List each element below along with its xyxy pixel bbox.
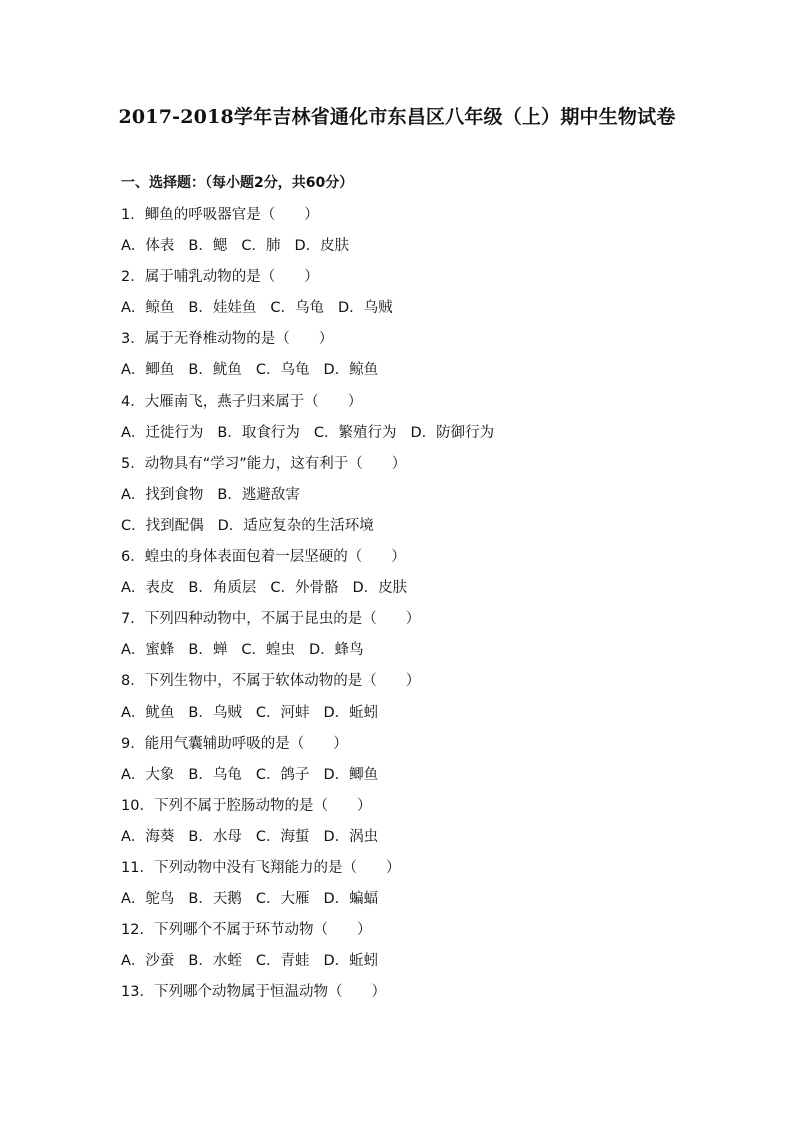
answer-option: D．蚯蚓	[323, 704, 379, 721]
option-row	[121, 825, 721, 856]
answer-option: C．外骨骼	[270, 580, 339, 597]
answer-option: A．海葵	[121, 828, 175, 845]
answer-option: D．蜂鸟	[309, 642, 364, 659]
answer-option: D．蝙蝠	[323, 891, 379, 908]
question-text: 13．下列哪个动物属于恒温动物（ ）	[121, 984, 386, 1001]
option-row	[121, 887, 721, 918]
answer-option: C．乌龟	[255, 362, 310, 379]
option-row	[121, 234, 721, 265]
answer-option: D．皮肤	[294, 238, 350, 255]
answer-option: C．找到配偶	[121, 517, 204, 534]
answer-option: B．娃娃鱼	[188, 300, 257, 317]
answer-option: C．蝗虫	[241, 642, 295, 659]
answer-option: C．青蛙	[255, 953, 310, 970]
option-row	[121, 701, 721, 732]
answer-option: B．鳃	[188, 238, 228, 255]
answer-option: A．鱿鱼	[121, 704, 175, 721]
question-text: 4．大雁南飞，燕子归来属于（ ）	[121, 393, 363, 410]
answer-option: A．迁徙行为	[121, 424, 204, 441]
answer-option: C．大雁	[255, 891, 310, 908]
answer-option: D．鲫鱼	[323, 766, 379, 783]
answer-option: D．乌贼	[338, 300, 393, 317]
answer-option: D．皮肤	[352, 580, 408, 597]
question-list	[121, 203, 721, 1011]
option-row	[121, 483, 721, 514]
answer-option: C．肺	[241, 238, 281, 255]
question-text: 12．下列哪个不属于环节动物（ ）	[121, 922, 372, 939]
question-text: 8．下列生物中，不属于软体动物的是（ ）	[121, 673, 421, 690]
option-row	[121, 949, 721, 980]
question-text: 9．能用气囊辅助呼吸的是（ ）	[121, 735, 348, 752]
answer-option: A．找到食物	[121, 486, 204, 503]
answer-option: C．乌龟	[270, 300, 324, 317]
answer-option: A．体表	[121, 238, 175, 255]
option-row	[121, 514, 721, 545]
option-row	[121, 638, 721, 669]
question-text: 7．下列四种动物中，不属于昆虫的是（ ）	[121, 611, 421, 628]
option-row	[121, 296, 721, 327]
answer-option: A．沙蚕	[121, 953, 175, 970]
answer-option: A．蜜蜂	[121, 642, 175, 659]
question-text: 3．属于无脊椎动物的是（ ）	[121, 331, 334, 348]
answer-option: D．涡虫	[323, 828, 379, 845]
option-row	[121, 576, 721, 607]
answer-option: B．水母	[188, 828, 242, 845]
answer-option: B．乌贼	[188, 704, 242, 721]
question-text: 5．动物具有“学习”能力，这有利于（ ）	[121, 455, 407, 472]
answer-option: B．角质层	[188, 580, 257, 597]
answer-option: B．水蛭	[188, 953, 242, 970]
answer-option: B．逃避敌害	[217, 486, 300, 503]
answer-option: D．适应复杂的生活环境	[217, 517, 374, 534]
option-row	[121, 358, 721, 389]
question-text: 2．属于哺乳动物的是（ ）	[121, 269, 319, 286]
answer-option: D．蚯蚓	[323, 953, 379, 970]
answer-option: B．天鹅	[188, 891, 242, 908]
answer-option: D．鲸鱼	[323, 362, 379, 379]
answer-option: A．表皮	[121, 580, 175, 597]
answer-option: C．繁殖行为	[313, 424, 397, 441]
option-row	[121, 421, 721, 452]
answer-option: B．乌龟	[188, 766, 242, 783]
answer-option: C．河蚌	[255, 704, 310, 721]
answer-option: B．鱿鱼	[188, 362, 242, 379]
question-text: 6．蝗虫的身体表面包着一层坚硬的（ ）	[121, 549, 406, 566]
answer-option: A．鸵鸟	[121, 891, 175, 908]
question-text: 11．下列动物中没有飞翔能力的是（ ）	[121, 859, 401, 876]
question-text: 1．鲫鱼的呼吸器官是（ ）	[121, 207, 319, 223]
question-text: 10．下列不属于腔肠动物的是（ ）	[121, 797, 372, 814]
document-title: 2017-2018学年吉林省通化市东昌区八年级（上）期中生物试卷	[118, 106, 676, 128]
option-row	[121, 763, 721, 794]
answer-option: C．鸽子	[255, 766, 310, 783]
section-heading: 一、选择题：（每小题2分，共60分）	[121, 175, 354, 191]
answer-option: B．取食行为	[217, 424, 300, 441]
answer-option: D．防御行为	[410, 424, 495, 441]
answer-option: A．鲸鱼	[121, 300, 175, 317]
answer-option: B．蝉	[188, 642, 228, 659]
answer-option: C．海蜇	[255, 828, 310, 845]
answer-option: A．大象	[121, 766, 175, 783]
answer-option: A．鲫鱼	[121, 362, 175, 379]
